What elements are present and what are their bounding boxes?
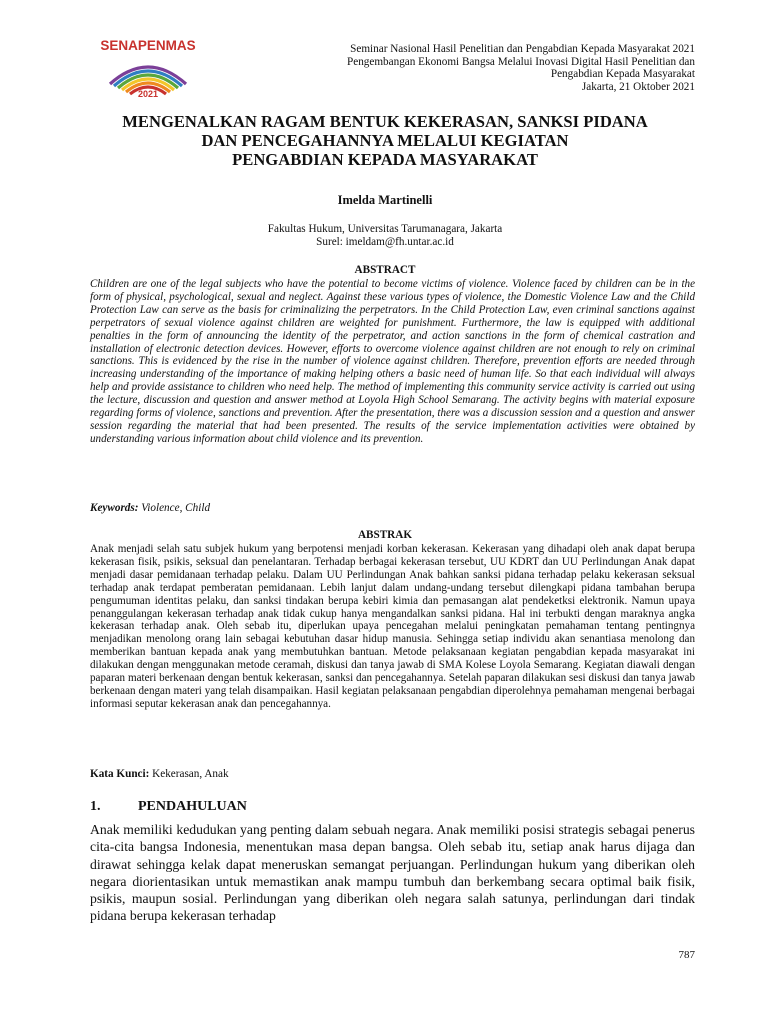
conference-line: Pengembangan Ekonomi Bangsa Melalui Inovasi Digital Hasil Penelitian dan — [347, 55, 695, 68]
kata-kunci-value: Kekerasan, Anak — [152, 768, 229, 780]
title-line: PENGABDIAN KEPADA MASYARAKAT — [232, 150, 538, 169]
abstrak-heading: ABSTRAK — [357, 529, 413, 541]
conference-line: Pengabdian Kepada Masyarakat — [550, 68, 695, 81]
senapenmas-logo-icon — [100, 36, 196, 98]
senapenmas-logo — [100, 36, 196, 98]
title-line: MENGENALKAN RAGAM BENTUK KEKERASAN, SANKSI PIDANA — [122, 112, 648, 131]
section-title-text: PENDAHULUAN — [138, 799, 247, 814]
author-affiliation — [90, 223, 680, 249]
email-text: Surel: imeldam@fh.untar.ac.id — [316, 236, 454, 248]
page-number: 787 — [678, 949, 695, 961]
title-line: DAN PENCEGAHANNYA MELALUI KEGIATAN — [201, 131, 569, 150]
conference-line: Seminar Nasional Hasil Penelitian dan Pengabdian Kepada Masyarakat 2021 — [350, 43, 695, 55]
affiliation-text: Fakultas Hukum, Universitas Tarumanagara, Jakarta — [267, 223, 503, 235]
paper-title — [90, 112, 680, 169]
logo-wordmark: SENAPENMAS — [100, 38, 196, 53]
abstrak-body — [90, 543, 695, 711]
keywords-value: Violence, Child — [141, 502, 211, 514]
abstract-text: Children are one of the legal subjects who have the potential to become victims of violence. Violence faced by children can be in the form of physical, psychological, sexual and neglect. Against these various types of violence, the Domestic Violence Law and the Child Protection Law can serve as the basis for criminalizing the perpetrators. In the Child Protection Law, even criminal sanctions against perpetrators of sexual violence against children are weighted for punishment. Furthermore, the law is equipped with additional penalties in the form of announcing the identity of the perpetrator, and action sanctions in the form of chemical castration and installation of electronic detection devices. However, efforts to overcome violence against children are not enough to rely on criminal sanctions. This is evidenced by the rise in the number of violence against children. Therefore, prevention efforts are needed through increasing understanding of the importance of making helping others a basic need of human life. So that each individual will always help and provide assistance to children who need help. The method of implementing this community service activity is carried out using the lecture, discussion and question and answer method at Loyola High School Semarang. The activity begins with material exposure regarding forms of violence, sanctions and prevention. After the presentation, there was a discussion session and a question and answer session regarding the material that had been presented. The results of the service implementation activities were obtained by understanding various information about child violence and its prevention. — [90, 278, 695, 445]
section-heading — [90, 799, 247, 815]
keywords-line — [90, 502, 210, 514]
logo-year: 2021 — [137, 89, 159, 98]
conference-info — [315, 43, 695, 93]
section-paragraph: Anak memiliki kedudukan yang penting dalam sebuah negara. Anak memiliki posisi strategis sebagai penerus cita-cita bangsa Indonesia, menentukan masa depan bangsa. Oleh sebab itu, setiap anak harus dijaga dan dirawat sehingga kelak dapat meneruskan semangat perjuangan. Perlindungan hukum yang diberikan oleh negara diorientasikan untuk memastikan anak mampu tumbuh dan berkembang secara optimal baik fisik, psikis, maupun sosial. Perlindungan yang diberikan oleh negara salah satunya, perlindungan dari tindak pidana berupa kekerasan terhadap — [90, 822, 695, 924]
keywords-label: Keywords: — [90, 502, 139, 514]
kata-kunci-label: Kata Kunci: — [90, 768, 150, 780]
conference-line: Jakarta, 21 Oktober 2021 — [581, 80, 695, 93]
section-number: 1. — [90, 799, 101, 814]
abstract-body — [90, 278, 695, 446]
section-body — [90, 821, 695, 925]
author-name: Imelda Martinelli — [337, 193, 433, 207]
kata-kunci-line — [90, 768, 229, 780]
abstract-heading: ABSTRACT — [354, 264, 416, 276]
abstrak-text: Anak menjadi selah satu subjek hukum yang berpotensi menjadi korban kekerasan. Kekerasan yang dihadapi oleh anak dapat berupa kekerasan fisik, psikis, seksual dan penelantaran. Terhadap berbagai kekerasan tersebut, UU KDRT dan UU Perlindungan Anak dapat menjadi dasar pemidanaan terhadap pelaku. Dalam UU Perlindungan Anak bahkan sanksi pidana terhadap pelaku kekerasan seksual terhadap anak terdapat pemberatan pemidanaan. Lebih lanjut dalam undang-undang tersebut dilengkapi pidana tambahan berupa pengumuman identitas pelaku, dan sanksi tindakan berupa kebiri kimia dan pemasangan alat pendeketksi elektronik. Namun upaya penanggulangan kekerasan terhadap anak tidak cukup hanya mengandalkan sanksi pidana. Hal ini terbukti dengan maraknya angka kekerasan terhadap anak. Oleh sebab itu, diperlukan upaya pencegahan melalui peningkatan pemahaman tentang pentingnya menjadikan menolong orang lain sebagai kebutuhan dasar hidup manusia. Sehingga setiap individu akan senantiasa menolong dan memberikan bantuan kepada anak yang membutuhkan bantuan. Metode pelaksanaan kegiatan pengabdian kepada masyarakat ini dilakukan dengan menggunakan metode ceramah, diskusi dan tanya jawab di SMA Kolese Loyola Semarang. Kegiatan diawali dengan paparan materi berkenaan dengan bentuk kekerasan, sanksi dan pencegahannya. Setelah paparan dilakukan sesi diskusi dan tanya jawab berkenaan dengan materi yang telah disampaikan. Hasil kegiatan pelaksanaan pengabdian diperolehnya pemahaman mengenai berbagai informasi seputar kekerasan anak dan pencegahannya. — [90, 543, 695, 710]
